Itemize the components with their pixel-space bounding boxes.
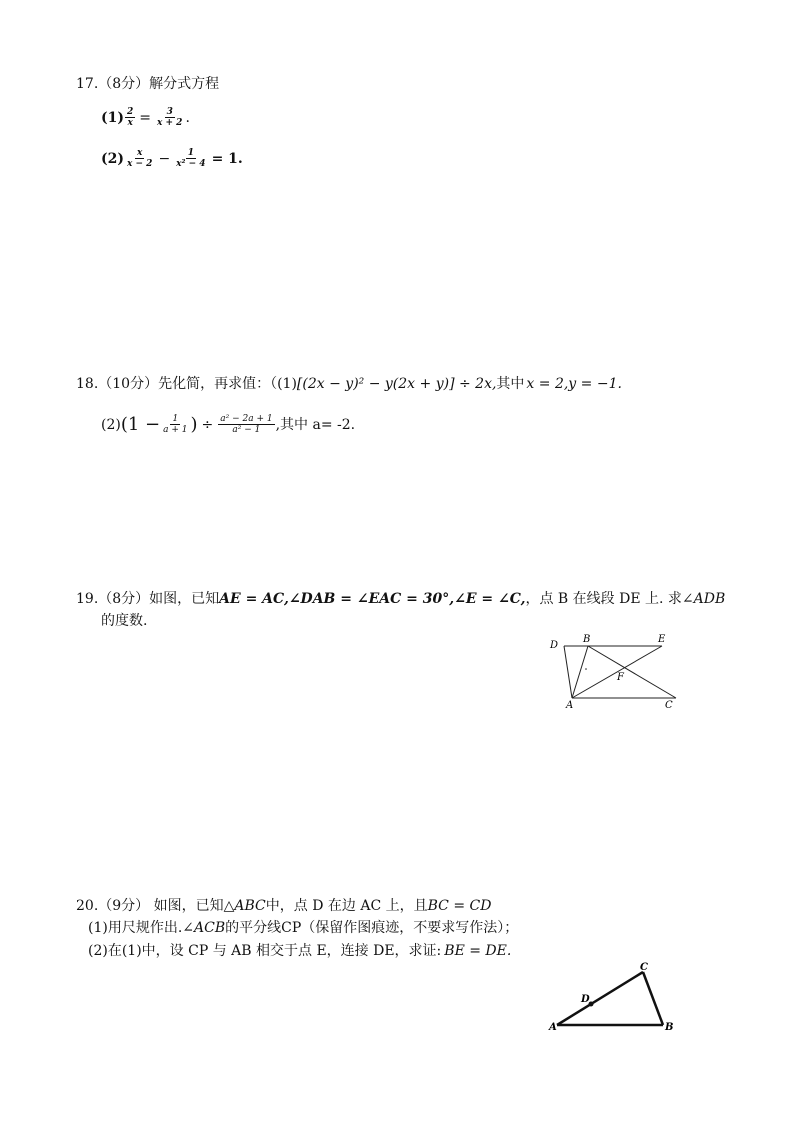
q18-line1	[76, 375, 622, 393]
q18-p2-frac2	[218, 414, 274, 435]
q18-p2-f1-num: 1	[172, 414, 179, 424]
q17-part2-frac-b	[174, 148, 207, 169]
q20-p1a: (1)用尺规作出.	[88, 920, 183, 936]
q19-ask: ∠ADB	[681, 591, 726, 607]
q20-mid: 中，点 D 在边 AC 上，且	[265, 898, 428, 914]
q18-p2-f2-den: a² − 1	[232, 425, 261, 435]
q20-heading: 20.（9分） 如图，已知	[76, 898, 224, 914]
label-B: B	[583, 634, 591, 645]
q18-p2-div: ÷	[201, 416, 214, 433]
q20-tri: △ABC	[223, 898, 266, 914]
line-DA	[564, 646, 572, 698]
label-E: E	[658, 634, 666, 645]
q19-figure	[540, 628, 690, 714]
label-C: C	[640, 962, 648, 973]
q17-p2-b-num: 1	[187, 148, 194, 158]
q17-part1-lhs-fraction	[125, 107, 135, 128]
q18-cond1-pre: 其中	[496, 376, 525, 392]
line-CB	[643, 972, 663, 1025]
q17-p1-lhs-den: x	[127, 118, 133, 128]
q17-p1-eq: =	[139, 109, 151, 126]
q20-p1b: 的平分线CP（保留作图痕迹，不要求写作法）；	[225, 920, 519, 936]
q19-tail: ，点 B 在线段 DE 上. 求	[525, 591, 682, 607]
q17-part2-frac-a	[125, 148, 154, 169]
q19-heading: 19.（8分）如图，已知	[76, 591, 220, 607]
q20-line2	[88, 919, 518, 937]
q20-p2b: BE = DE.	[444, 943, 512, 959]
q20-p1angle: ∠ACB	[182, 920, 226, 936]
label-A: A	[549, 1022, 557, 1033]
q17-p2-minus: −	[158, 150, 171, 167]
stray-dot	[585, 668, 587, 670]
q20-figure	[545, 958, 685, 1038]
q19-cond: AE = AC,∠DAB = ∠EAC = 30°,∠E = ∠C,	[219, 591, 526, 607]
label-A: A	[566, 700, 574, 711]
label-D: D	[550, 640, 559, 651]
line-BC	[588, 646, 676, 698]
q17-p2-a-num: x	[137, 148, 143, 158]
q17-part1-label: (1)	[101, 109, 124, 126]
q18-p2-f2-num: a² − 2a + 1	[220, 414, 273, 424]
q19-line2: 的度数.	[101, 613, 148, 629]
label-F: F	[617, 672, 624, 683]
q17-p1-rhs-num: 3	[166, 107, 173, 117]
q17-p2-b-den: x² − 4	[176, 159, 206, 169]
q20-line3	[88, 942, 511, 960]
label-C: C	[665, 700, 673, 711]
label-D: D	[581, 994, 590, 1005]
q18-expr1: [(2x − y)² − y(2x + y)] ÷ 2x,	[296, 376, 497, 392]
q18-cond1: x = 2,y = −1.	[526, 376, 622, 392]
q19-line1	[76, 590, 725, 608]
q17-p1-end: .	[185, 109, 190, 126]
q17-p2-a-den: x − 2	[127, 159, 153, 169]
q18-p2-f1-den: a + 1	[163, 425, 188, 435]
q17-p1-rhs-den: x + 2	[157, 118, 183, 128]
q18-p2-cond: ,其中 a= -2.	[275, 416, 356, 433]
q18-p2-open: (1 −	[120, 413, 161, 435]
q17-part1-rhs-fraction	[155, 107, 184, 128]
q20-cond: BC = CD	[427, 898, 492, 914]
q17-heading: 17.（8分）解分式方程	[76, 76, 220, 92]
q18-heading: 18.（10分）先化简，再求值：（(1)	[76, 376, 297, 392]
q17-part2	[101, 148, 243, 169]
label-B: B	[665, 1022, 674, 1033]
q20-line1	[76, 897, 491, 915]
q17-part2-label: (2)	[101, 150, 124, 167]
q18-part2	[101, 414, 355, 435]
q17-part1	[101, 107, 190, 128]
q18-p2-close: )	[190, 413, 198, 435]
q18-p2-frac1	[161, 414, 189, 435]
line-AC	[557, 972, 643, 1025]
q17-p1-lhs-num: 2	[127, 107, 134, 117]
q18-part2-label: (2)	[101, 416, 121, 433]
q20-p2a: (2)在(1)中，设 CP 与 AB 相交于点 E，连接 DE，求证:	[88, 943, 442, 959]
q17-p2-rhs: = 1.	[211, 150, 243, 167]
